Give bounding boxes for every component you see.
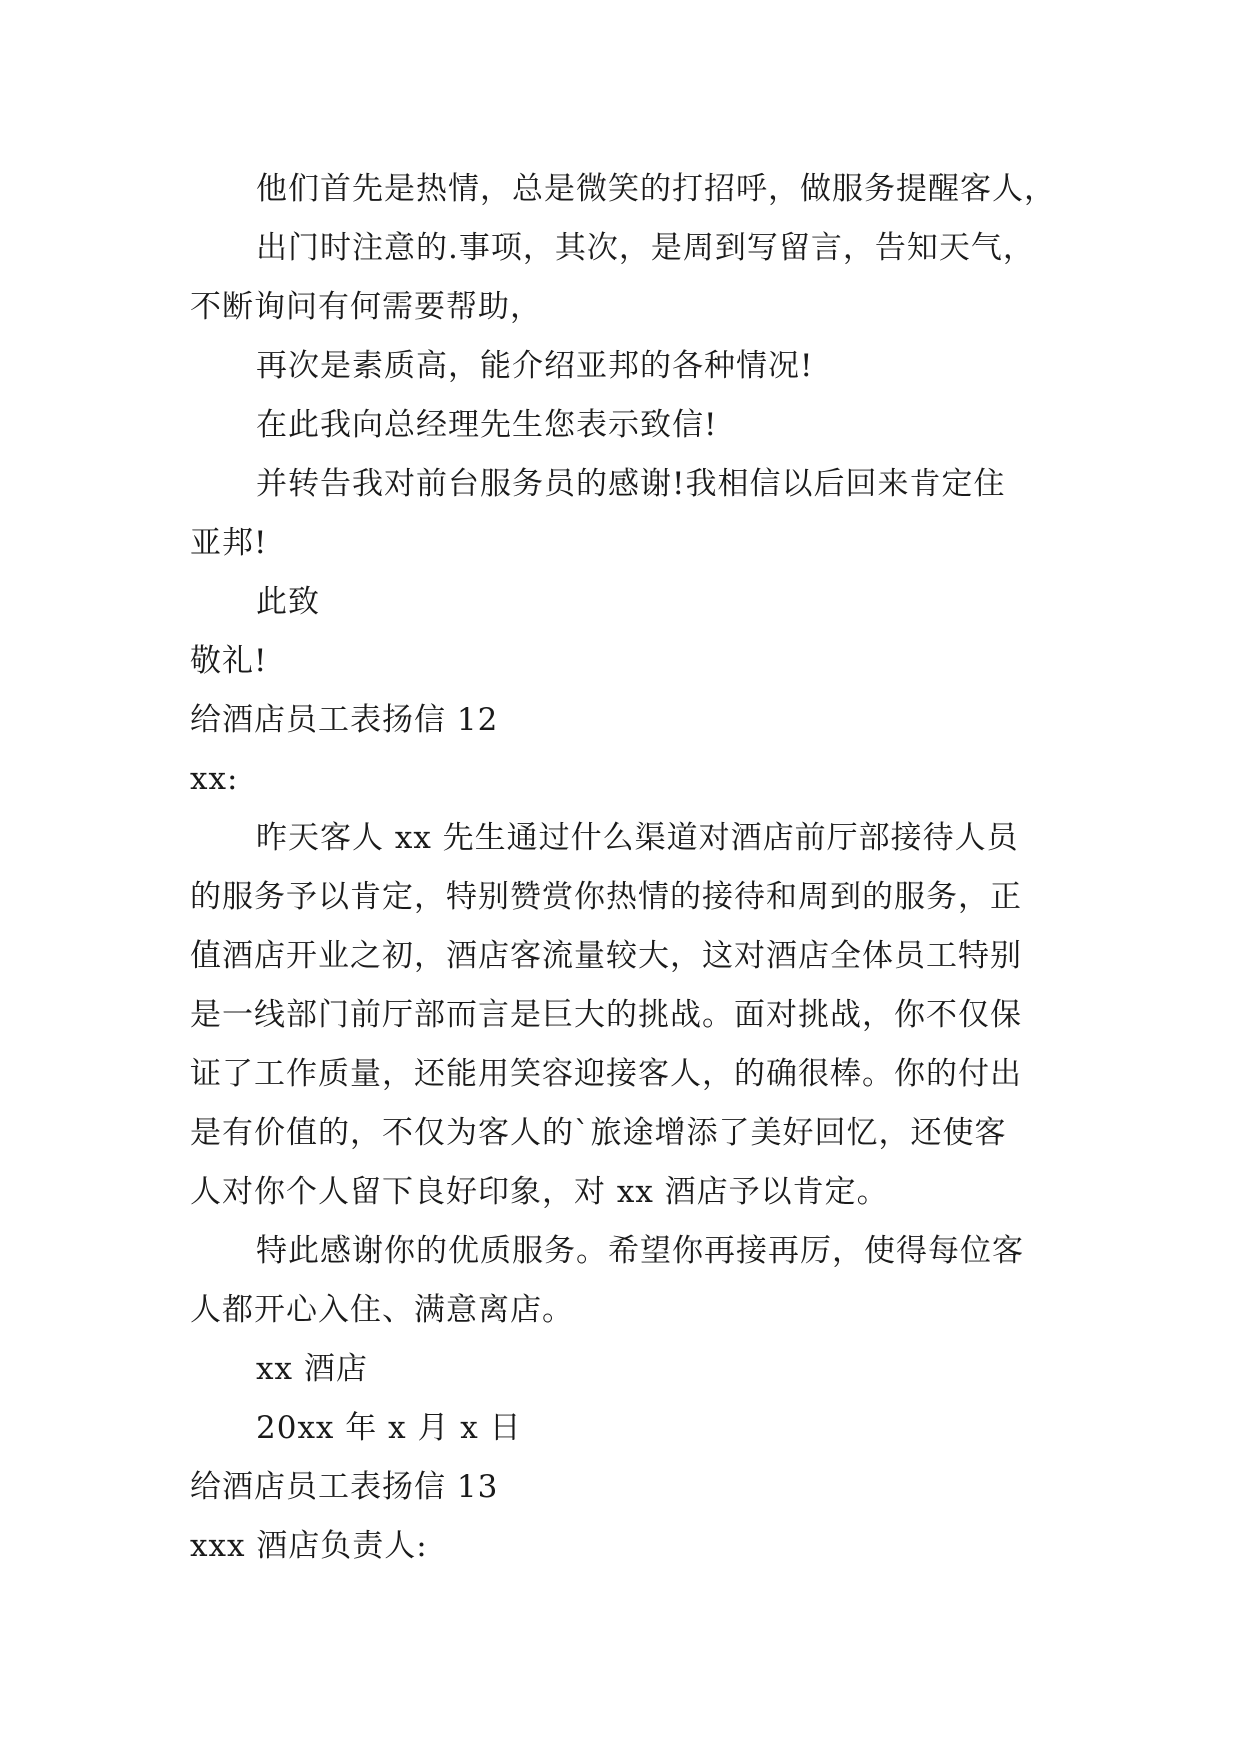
recipient-greeting: xxx 酒店负责人:	[190, 1528, 428, 1564]
section-title: 给酒店员工表扬信 12	[190, 702, 499, 738]
paragraph-line: 亚邦!	[190, 525, 268, 561]
paragraph-line: 人对你个人留下良好印象，对 xx 酒店予以肯定。	[190, 1174, 889, 1210]
section-title: 给酒店员工表扬信 13	[190, 1469, 499, 1505]
paragraph-line: 值酒店开业之初，酒店客流量较大，这对酒店全体员工特别	[190, 938, 1022, 974]
recipient-greeting: xx:	[190, 761, 239, 797]
paragraph-line: 不断询问有何需要帮助，	[190, 289, 542, 325]
paragraph-line: 的服务予以肯定，特别赞赏你热情的接待和周到的服务，正	[190, 879, 1022, 915]
letter-body	[190, 160, 1070, 1576]
closing-salutation: 此致	[256, 584, 320, 620]
paragraph-line: 出门时注意的.事项，其次，是周到写留言，告知天气，	[256, 230, 1035, 266]
paragraph-line: 证了工作质量，还能用笑容迎接客人，的确很棒。你的付出	[190, 1056, 1022, 1092]
signature-name: xx 酒店	[256, 1351, 368, 1387]
signature-date: 20xx 年 x 月 x 日	[256, 1410, 522, 1446]
closing-regards: 敬礼!	[190, 643, 268, 679]
paragraph-line: 是一线部门前厅部而言是巨大的挑战。面对挑战，你不仅保	[190, 997, 1022, 1033]
paragraph-line: 人都开心入住、满意离店。	[190, 1292, 574, 1328]
paragraph-line: 昨天客人 xx 先生通过什么渠道对酒店前厅部接待人员	[256, 820, 1019, 856]
paragraph-line: 是有价值的，不仅为客人的`旅途增添了美好回忆，还使客	[190, 1115, 1007, 1151]
paragraph-line: 并转告我对前台服务员的感谢!我相信以后回来肯定住	[256, 466, 1006, 502]
paragraph-line: 再次是素质高，能介绍亚邦的各种情况!	[256, 348, 814, 384]
paragraph-line: 特此感谢你的优质服务。希望你再接再厉，使得每位客	[256, 1233, 1024, 1269]
paragraph-line: 在此我向总经理先生您表示致信!	[256, 407, 718, 443]
paragraph-line: 他们首先是热情，总是微笑的打招呼，做服务提醒客人，	[256, 171, 1056, 207]
